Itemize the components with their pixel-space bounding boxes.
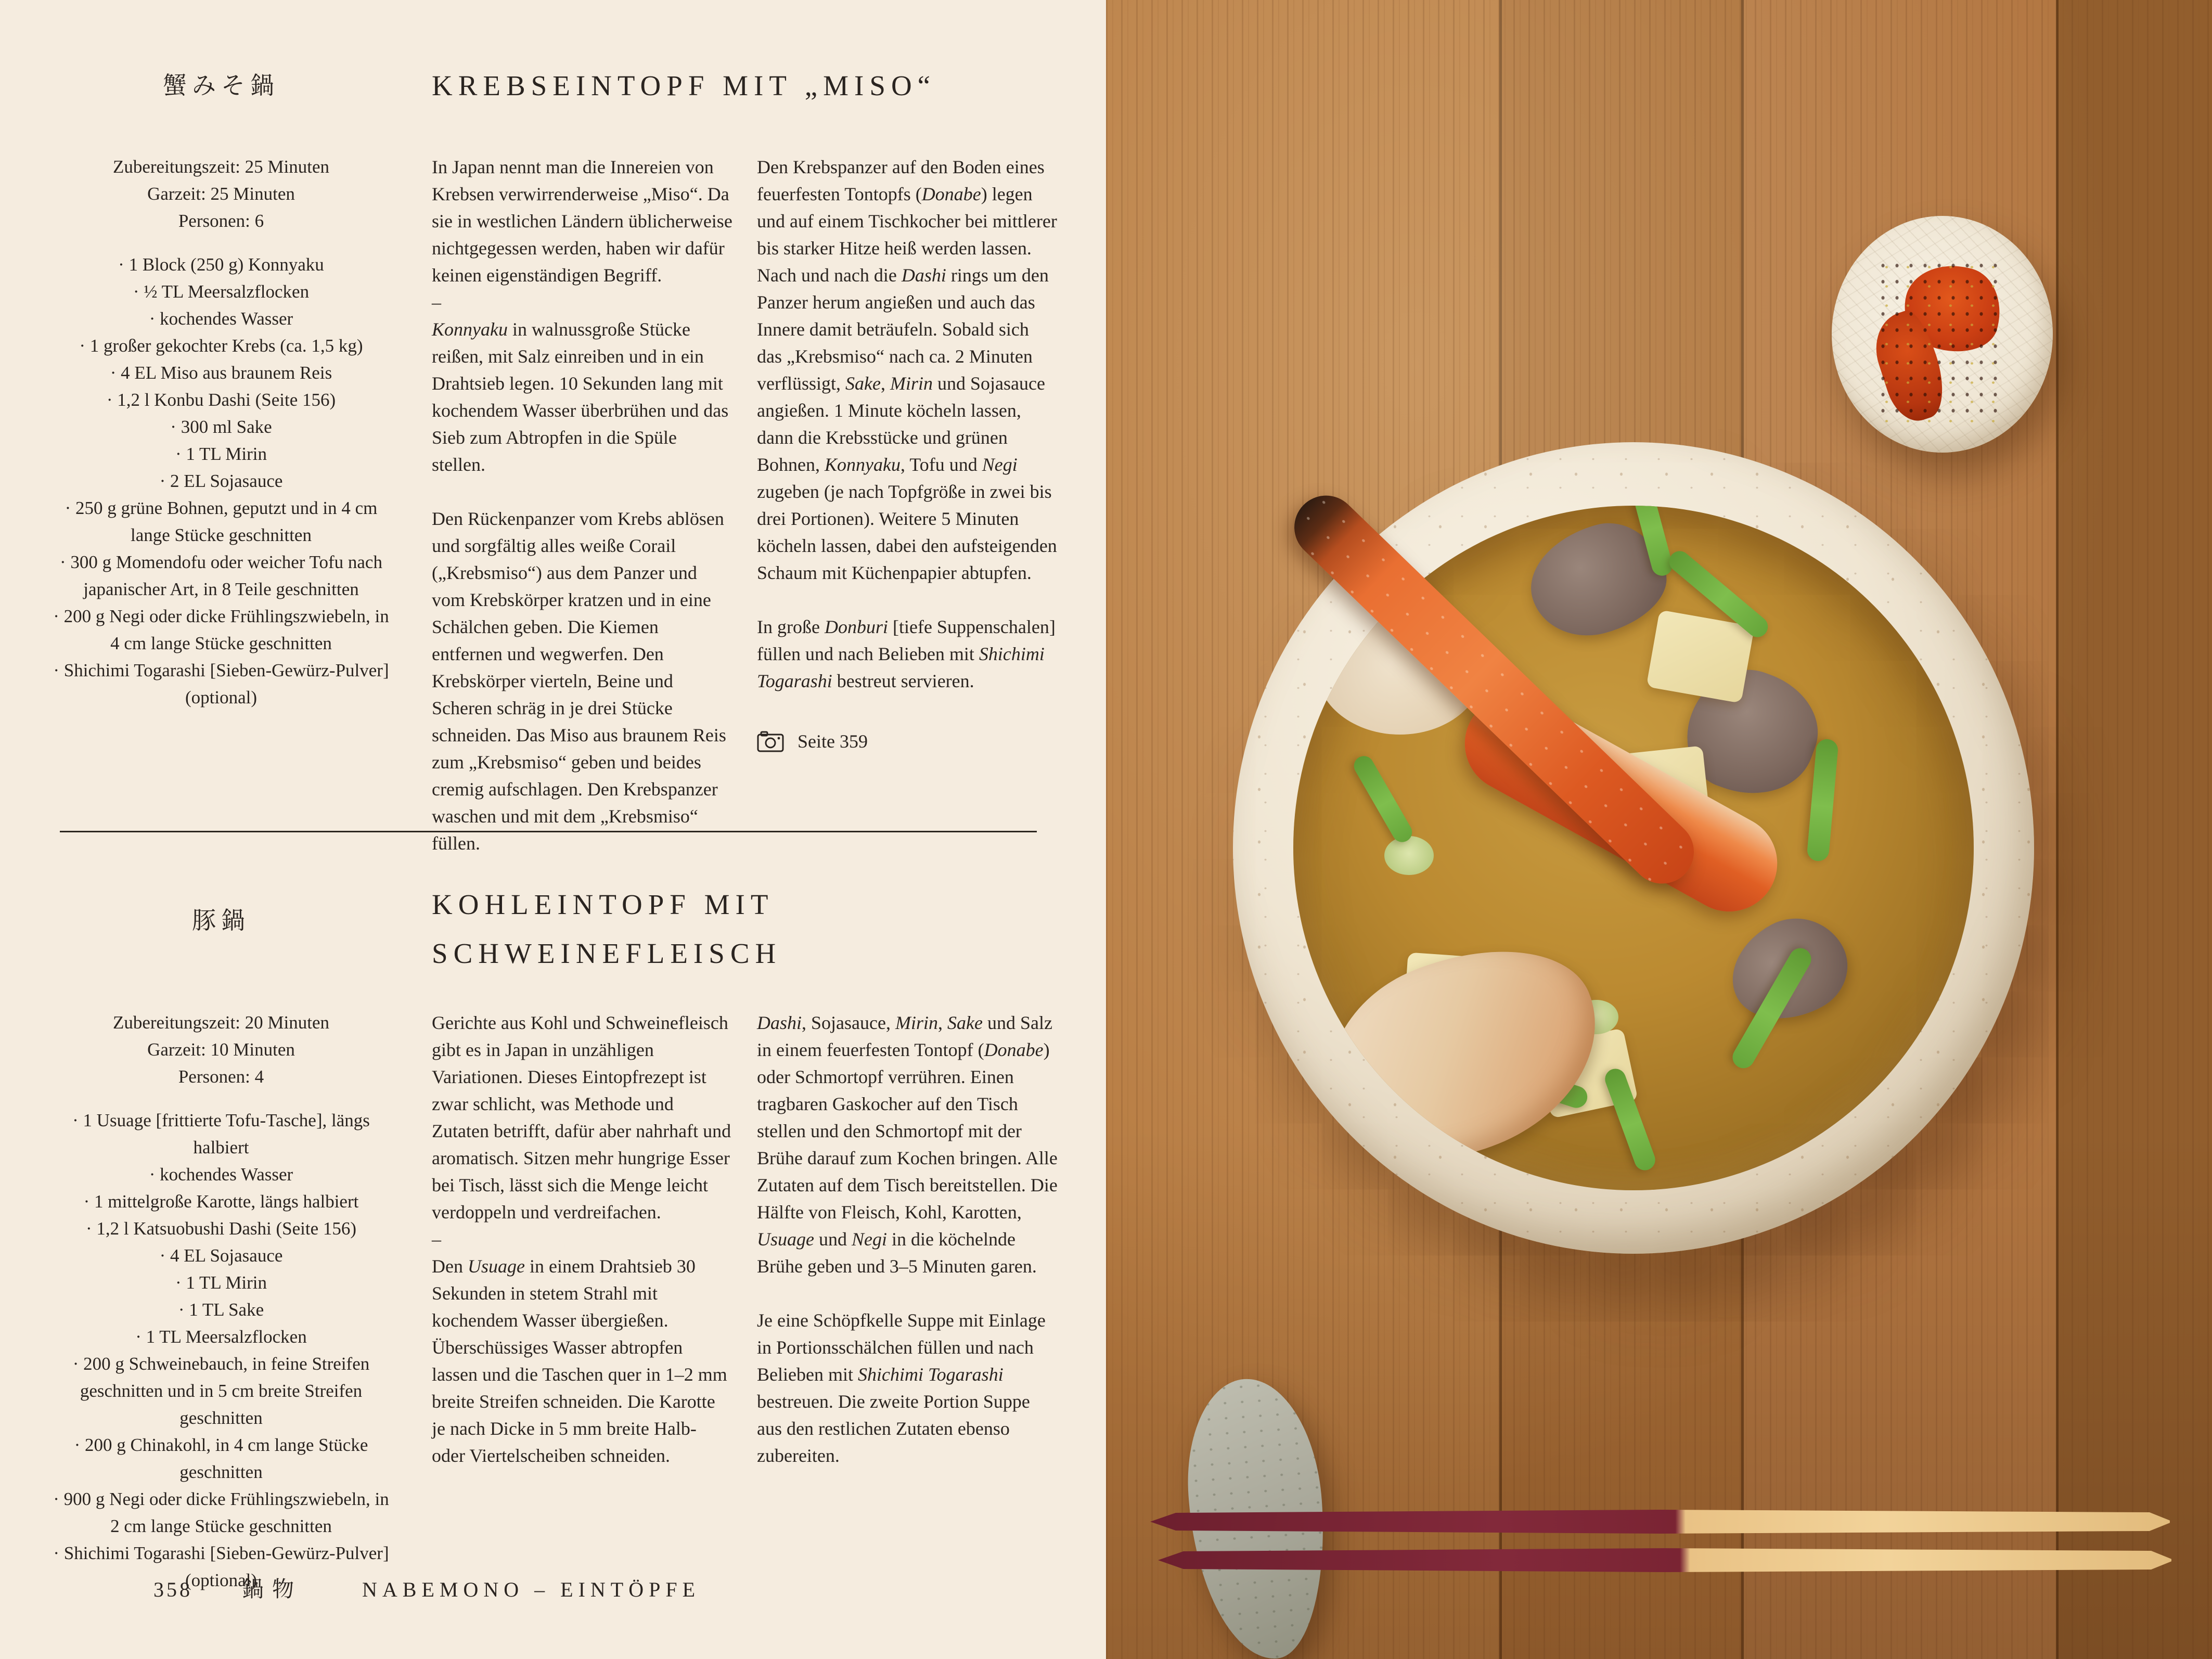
recipe1-title: KREBSEINTOPF MIT „MISO“	[432, 70, 936, 101]
instruction-paragraph: Den Rückenpanzer vom Krebs ablösen und sorgfältig alles weiße Corail („Krebsmiso“) aus dem Panzer und vom Krebskörper kratzen und in eine Schälchen geben. Die Kiemen entfernen und wegwerfen. Den Krebskörper vierteln, Beine und Scheren schräg in je drei Stücke schneiden. Das Miso aus braunem Reis zum „Krebsmiso“ geben und beides cremig aufschlagen. Den Krebspanzer waschen und mit dem „Krebsmiso“ füllen.	[432, 508, 726, 854]
recipe2-japanese-title: 豚鍋	[192, 907, 250, 934]
recipe2-title-line2: SCHWEINEFLEISCH	[432, 937, 782, 969]
instruction-paragraph: Den Krebspanzer auf den Boden eines feuerfesten Tontopfs (Donabe) legen und auf einem Tischkocher bei mittlerer bis starker Hitze heiß werden lassen. Nach und nach die Dashi rings um den Panzer herum angießen und auch das Innere damit beträufeln. Sobald sich das „Krebsmiso“ nach ca. 2 Minuten verflüssigt, Sake, Mirin und Sojasauce angießen. 1 Minute köcheln lassen, dann die Krebsstücke und grünen Bohnen, Konnyaku, Tofu und Negi zugeben (je nach Topfgröße in zwei bis drei Portionen). Weitere 5 Minuten köcheln lassen, dabei den aufsteigenden Schaum mit Küchenpapier abtupfen.	[757, 157, 1057, 583]
ingredient-item: · 2 EL Sojasauce	[159, 471, 283, 491]
ingredient-item: · ½ TL Meersalzflocken	[133, 281, 310, 302]
recipe2-title	[432, 880, 942, 978]
ingredient-item: · 1 Usuage [frittierte Tofu-Tasche], längs halbiert	[72, 1110, 370, 1158]
recipe-meta-line: Garzeit: 25 Minuten	[147, 184, 295, 204]
ingredient-item: · 200 g Chinakohl, in 4 cm lange Stücke geschnitten	[74, 1435, 368, 1482]
footer-page-number: 358	[153, 1578, 192, 1601]
recipe1-instructions-col1	[432, 153, 732, 857]
footer-kanji: 鍋物	[242, 1578, 303, 1602]
food-photograph	[1106, 0, 2212, 1659]
recipe-meta-line: Personen: 4	[178, 1066, 264, 1087]
ingredient-item: · 1 TL Sake	[178, 1300, 264, 1320]
instruction-paragraph: –	[432, 292, 441, 313]
ingredient-item: · 4 EL Sojasauce	[159, 1245, 283, 1266]
green-bean	[1351, 752, 1416, 845]
ingredient-item: · kochendes Wasser	[149, 1164, 293, 1185]
ingredient-item: · kochendes Wasser	[149, 308, 293, 329]
ingredient-item: · 1 großer gekochter Krebs (ca. 1,5 kg)	[79, 336, 363, 356]
recipe2-side-column	[49, 1009, 393, 1594]
instruction-paragraph: Gerichte aus Kohl und Schweinefleisch gibt es in Japan in unzähligen Variationen. Dieses Eintopfrezept ist zwar schlicht, was Methode und Zutaten betrifft, dafür aber nahrhaft und aromatisch. Sitzen mehr hungrige Esser bei Tisch, lässt sich die Menge leicht verdoppeln und verdreifachen.	[432, 1012, 731, 1223]
recipe1-instructions-col2	[757, 153, 1058, 755]
recipe1-side-column	[49, 153, 393, 711]
ingredient-item: · 300 ml Sake	[170, 417, 272, 437]
recipe2-instructions-col2	[757, 1009, 1058, 1469]
recipe-meta-line: Zubereitungszeit: 20 Minuten	[112, 1012, 330, 1033]
recipe1-meta-list	[49, 153, 393, 235]
ingredient-item: · 200 g Schweinebauch, in feine Streifen geschnitten und in 5 cm breite Streifen geschnitten	[72, 1354, 370, 1428]
footer-section-title: NABEMONO – EINTÖPFE	[362, 1578, 701, 1601]
ingredient-item: · 1 TL Mirin	[175, 1272, 267, 1293]
chopstick-upper	[1150, 1510, 2170, 1534]
recipe1-instructions-col2-text	[757, 153, 1058, 695]
camera-icon	[757, 730, 784, 752]
recipe2-title-line1: KOHLEINTOPF MIT	[432, 889, 774, 920]
recipe2-ingredients-list	[49, 1107, 393, 1594]
ingredient-item: · 300 g Momendofu oder weicher Tofu nach japanischer Art, in 8 Teile geschnitten	[60, 552, 382, 599]
instruction-paragraph: Dashi, Sojasauce, Mirin, Sake und Salz in einem feuerfesten Tontopf (Donabe) oder Schmortopf verrühren. Einen tragbaren Gaskocher auf den Tisch stellen und den Schmortopf mit der Brühe darauf zum Kochen bringen. Alle Zutaten auf dem Tisch bereitstellen. Die Hälfte von Fleisch, Kohl, Karotten, Usuage und Negi in die köchelnde Brühe geben und 3–5 Minuten garen.	[757, 1012, 1058, 1277]
section-divider	[60, 831, 1037, 832]
recipe1-ingredients-list	[49, 251, 393, 711]
instruction-paragraph: Den Usuage in einem Drahtsieb 30 Sekunden in stetem Strahl mit kochendem Wasser übergießen. Überschüssiges Wasser abtropfen lassen und die Taschen quer in 1–2 mm breite Streifen schneiden. Die Karotte je nach Dicke in 5 mm breite Halb- oder Viertelscheiben schneiden.	[432, 1256, 727, 1466]
ingredient-item: · 250 g grüne Bohnen, geputzt und in 4 cm lange Stücke geschnitten	[65, 498, 378, 545]
ingredient-item: · Shichimi Togarashi [Sieben-Gewürz-Pulver] (optional)	[53, 660, 389, 708]
chopstick-lower	[1158, 1548, 2171, 1572]
ingredient-item: · 4 EL Miso aus braunem Reis	[110, 363, 332, 383]
ingredient-item: · 1 TL Meersalzflocken	[135, 1327, 307, 1347]
instruction-paragraph: Konnyaku in walnussgroße Stücke reißen, mit Salz einreiben und in ein Drahtsieb legen. 10 Sekunden lang mit kochendem Wasser überbrühen und das Sieb zum Abtropfen in die Spüle stellen.	[432, 319, 729, 475]
instruction-paragraph: –	[432, 1229, 441, 1250]
recipe2-meta-list	[49, 1009, 393, 1090]
ingredient-item: · 200 g Negi oder dicke Frühlingszwiebeln, in 4 cm lange Stücke geschnitten	[53, 606, 389, 653]
ingredient-item: · Shichimi Togarashi [Sieben-Gewürz-Pulver] (optional)	[53, 1543, 389, 1590]
instruction-paragraph: Je eine Schöpfkelle Suppe mit Einlage in Portionsschälchen füllen und nach Belieben mit Shichimi Togarashi bestreuen. Die zweite Portion Suppe aus den restlichen Zutaten ebenso zubereiten.	[757, 1310, 1046, 1466]
spice-speckles	[1876, 258, 2006, 424]
recipe-meta-line: Zubereitungszeit: 25 Minuten	[112, 157, 330, 177]
photo-reference	[757, 728, 1058, 755]
negi-slice	[1384, 836, 1434, 875]
instruction-paragraph: In große Donburi [tiefe Suppenschalen] füllen und nach Belieben mit Shichimi Togarashi bestreut servieren.	[757, 616, 1056, 691]
recipe-meta-line: Personen: 6	[178, 211, 264, 231]
photo-reference-label: Seite 359	[798, 731, 868, 752]
recipe-meta-line: Garzeit: 10 Minuten	[147, 1039, 295, 1060]
ingredient-item: · 1,2 l Konbu Dashi (Seite 156)	[106, 390, 336, 410]
page-footer	[153, 1572, 700, 1603]
ingredient-item: · 1 Block (250 g) Konnyaku	[118, 254, 324, 275]
instruction-paragraph: In Japan nennt man die Innereien von Krebsen verwirrenderweise „Miso“. Da sie in westlichen Ländern üblicherweise nichtgegessen werden, haben wir dafür keinen eigenständigen Begriff.	[432, 157, 732, 286]
ingredient-item: · 1 mittelgroße Karotte, längs halbiert	[83, 1191, 359, 1212]
ingredient-item: · 900 g Negi oder dicke Frühlingszwiebeln, in 2 cm lange Stücke geschnitten	[53, 1489, 389, 1536]
recipe1-japanese-title: 蟹みそ鍋	[163, 72, 279, 99]
recipe2-instructions-col1	[432, 1009, 732, 1469]
ingredient-item: · 1,2 l Katsuobushi Dashi (Seite 156)	[85, 1218, 357, 1239]
ingredient-item: · 1 TL Mirin	[175, 444, 267, 464]
spice-plate	[1832, 216, 2053, 453]
